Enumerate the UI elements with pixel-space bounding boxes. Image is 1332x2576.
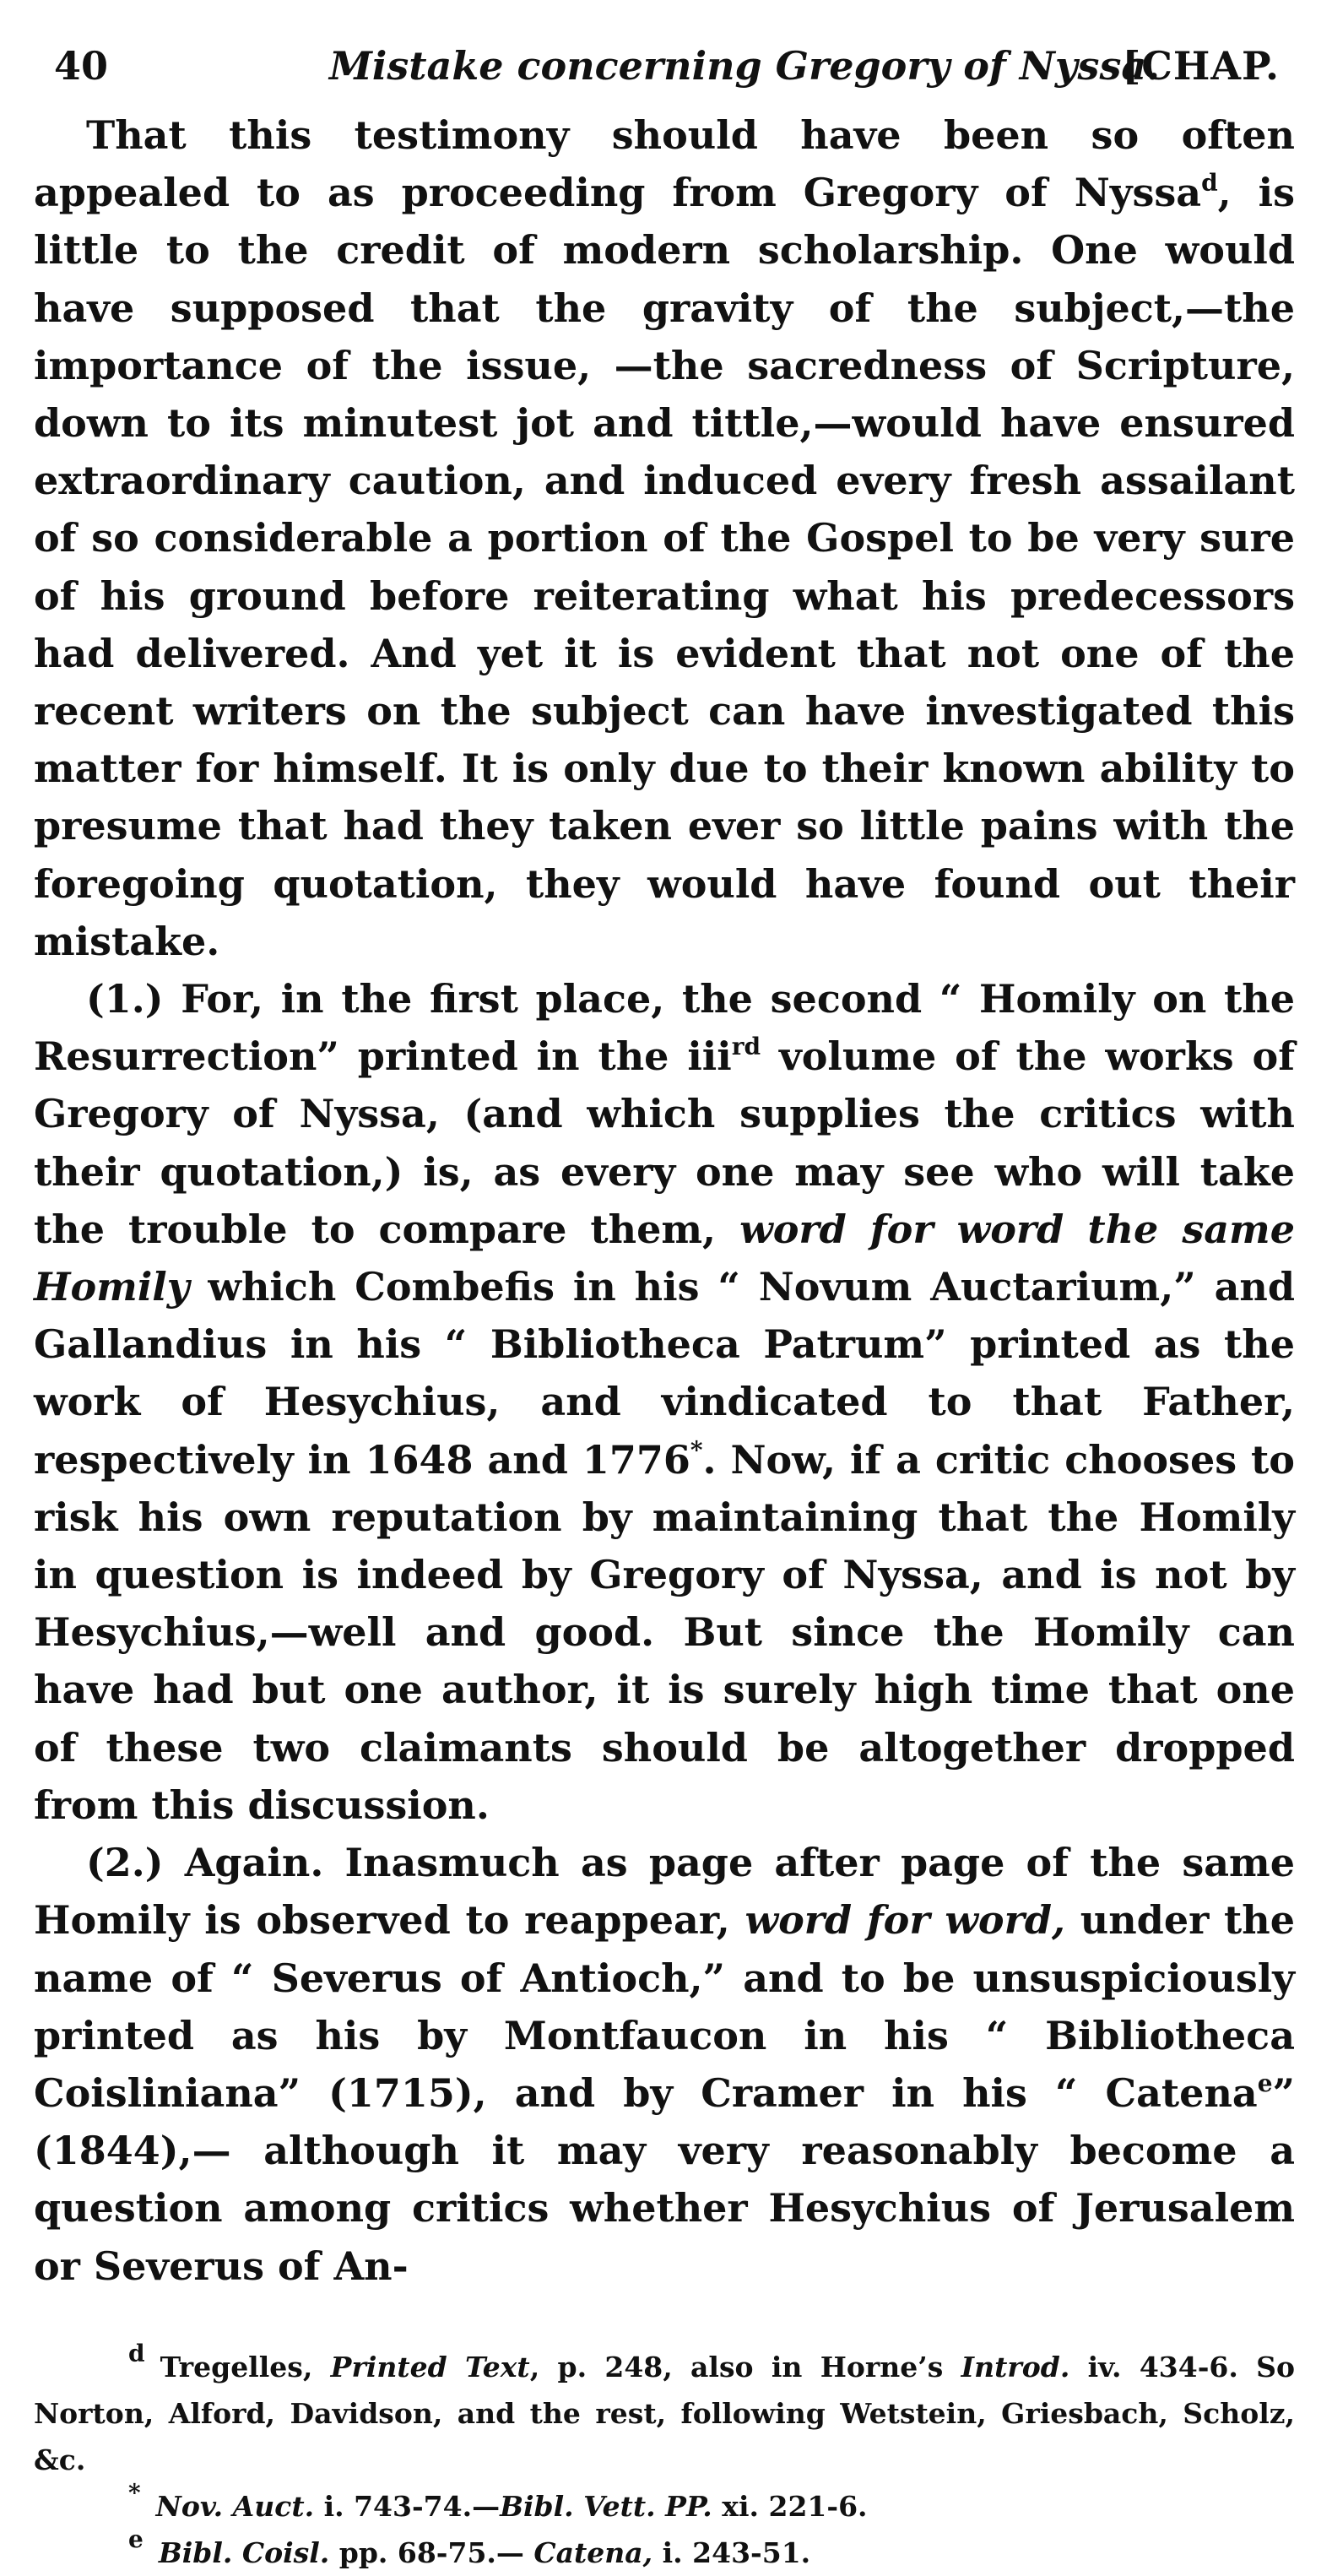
footnotes: [34, 2339, 1296, 2576]
footnote-d-emphasis-2: Introd.: [961, 2350, 1070, 2383]
footnote-d-text-c: iv. 434-6. So Norton, Alford, Davidson, and the rest, following Wetstein, Griesbach, Scholz, &c.: [34, 2350, 1296, 2476]
paragraph-2-text-d: . Now, if a critic chooses to risk his own reputation by maintaining that the Homily in question is indeed by Gregory of Nyssa, and is not by Hesychius,—well and good. But since the Homily can have had but one author, it is surely high time that one of these two claimants should be altogether dropped from this discussion.: [34, 1436, 1295, 1828]
footnote-ref-e: e: [1257, 2069, 1273, 2097]
page-number: 40: [54, 43, 109, 89]
page-header: [34, 34, 1295, 98]
footnote-asterisk-text-a: i. 743-74.—: [314, 2489, 501, 2523]
footnote-ref-asterisk: *: [690, 1435, 703, 1464]
footnote-d: $^d$ Tregelles, Printed Text, p. 248, also in Horne’s Introd. iv. 434-6. So Norton, Alford, Davidson, and the rest, following Wetstein, Griesbach, Scholz, &c.: [34, 2339, 1296, 2476]
paragraph-3-text-b: under the name of “ Severus of Antioch,” and to be unsuspiciously printed as his by Montfaucon in his “ Bibliotheca Coisliniana” (1715), and by Cramer in his “ Catena: [34, 1897, 1296, 2116]
paragraph-1: [34, 106, 1295, 970]
footnote-e: $^e$ Bibl. Coisl. pp. 68-75.— Catena, i. 243-51.: [128, 2524, 811, 2569]
paragraph-1-text-a: That this testimony should have been so often appealed to as proceeding from Gregory of Nyssa: [34, 112, 1295, 216]
paragraph-2-text-b: volume of the works of Gregory of Nyssa, (and which supplies the critics with their quotation,) is, as every one may see who will take the trouble to compare them,: [34, 1033, 1295, 1252]
running-title: Mistake concerning Gregory of Nyssa.: [329, 43, 1161, 89]
footnote-d-text-b: , p. 248, also in Horne’s: [529, 2350, 961, 2383]
footnote-e-text-b: i. 243-51.: [652, 2535, 811, 2569]
footnote-asterisk-emphasis-2: Bibl. Vett. PP.: [500, 2489, 712, 2523]
footnote-d-text-a: Tregelles,: [160, 2350, 331, 2383]
footnote-d-emphasis-1: Printed Text: [330, 2350, 530, 2383]
paragraph-3: [34, 1834, 1295, 2295]
ordinal-superscript: rd: [731, 1033, 761, 1061]
paragraph-1-text-b: , is little to the credit of modern scholarship. One would have supposed that the gravity of the subject,—the importance of the issue, —the sacredness of Scripture, down to its minutest jot and tittle,—would have ensured extraordinary caution, and induced every fresh assailant of so considerable a portion of the Gospel to be very sure of his ground before reiterating what his predecessors had delivered. And yet it is evident that not one of the recent writers on the subject can have investigated this matter for himself. It is only due to their known ability to presume that had they taken ever so little pains with the foregoing quotation, they would have found out their mistake.: [34, 170, 1295, 964]
footnote-asterisk-emphasis-1: Nov. Auct.: [155, 2489, 315, 2523]
paragraph-2-text-a: (1.) For, in the first place, the second “ Homily on the Resurrection” printed in the iii: [34, 976, 1295, 1080]
footnote-asterisk: * Nov. Auct. i. 743-74.—Bibl. Vett. PP. xi. 221-6.: [128, 2478, 868, 2523]
paragraph-2-text-c: which Combefis in his “ Novum Auctarium,” and Gallandius in his “ Bibliotheca Patrum” printed as the work of Hesychius, and vindicated to that Father, respectively in 1648 and 1776: [34, 1264, 1295, 1483]
paragraph-3-emphasis: word for word,: [745, 1897, 1066, 1944]
footnote-e-emphasis-2: Catena,: [533, 2535, 653, 2569]
paragraph-2: [34, 970, 1295, 1834]
paragraph-3-text-c: ” (1844),— although it may very reasonably become a question among critics whether Hesychius of Jerusalem or Severus of An-: [34, 2069, 1295, 2289]
footnote-asterisk-text-b: xi. 221-6.: [712, 2489, 868, 2523]
footnote-e-emphasis-1: Bibl. Coisl.: [158, 2535, 330, 2569]
paragraph-3-text-a: (2.) Again. Inasmuch as page after page of the same Homily is observed to reappear,: [34, 1840, 1295, 1944]
chapter-label: [CHAP.: [1122, 43, 1280, 89]
footnote-ref-d: d: [1201, 169, 1218, 198]
footnote-e-text-a: pp. 68-75.—: [329, 2535, 534, 2569]
body-text: [34, 106, 1295, 2295]
paragraph-2-emphasis: word for word the same Homily: [34, 1206, 1295, 1310]
